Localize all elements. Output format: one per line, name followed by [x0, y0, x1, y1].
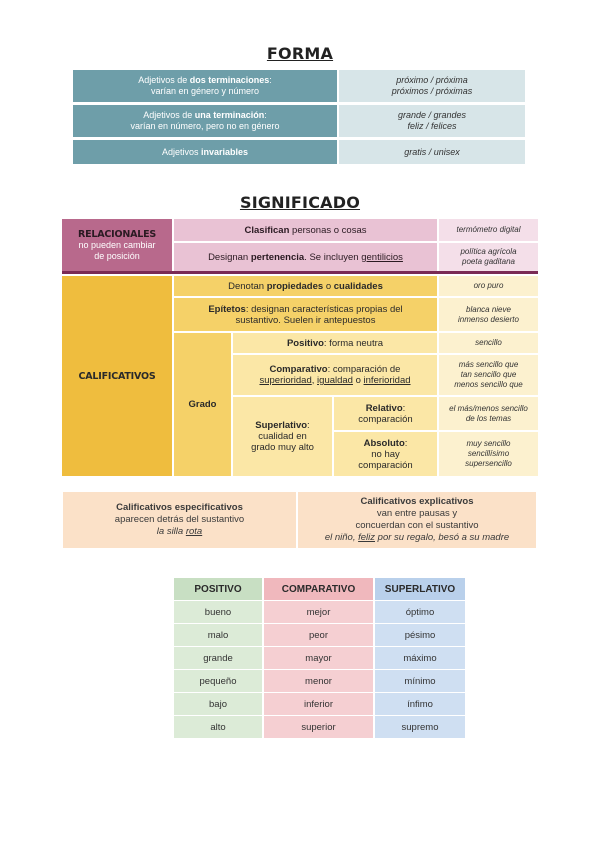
relacionales-header: [62, 219, 172, 271]
text: próximo / próxima: [396, 75, 468, 85]
text: rota: [185, 526, 203, 537]
text: la silla: [156, 526, 186, 537]
text: :: [402, 402, 406, 414]
text: Grado: [188, 399, 217, 410]
text: Designan: [208, 251, 251, 263]
calificativos-denotan-example: [439, 276, 538, 296]
forma-examples-una: [339, 105, 525, 137]
text: no pueden cambiar: [78, 239, 156, 250]
table-header-superlativo: SUPERLATIVO: [375, 578, 465, 600]
grado-comparativo: [233, 355, 437, 395]
text: el más/menos sencillo: [449, 403, 528, 413]
text: propiedades: [266, 280, 324, 292]
table-cell: pésimo: [375, 624, 465, 646]
forma-row-invariables: [73, 140, 337, 164]
text: feliz / felices: [407, 121, 457, 131]
text: tan sencillo que: [460, 370, 517, 379]
grado-positivo: [233, 333, 437, 353]
table-cell: malo: [174, 624, 262, 646]
text: comparación: [358, 459, 413, 471]
table-header-comparativo: COMPARATIVO: [264, 578, 373, 600]
table-cell: inferior: [264, 693, 373, 715]
grado-comparativo-example: [439, 355, 538, 395]
table-cell: bueno: [174, 601, 262, 623]
text: personas o cosas: [289, 224, 367, 236]
text: dos terminaciones: [189, 75, 270, 85]
text: Clasifican: [244, 224, 290, 236]
table-cell: ínfimo: [375, 693, 465, 715]
text: :: [269, 75, 272, 85]
relacionales-clasifican-example: [439, 219, 538, 241]
text: Comparativo: [269, 364, 328, 375]
text: grado muy alto: [251, 442, 314, 453]
text: de posición: [94, 250, 140, 261]
text: Adjetivos de: [143, 110, 195, 120]
superlativo-relativo: [334, 397, 437, 430]
relacionales-pertenencia: [174, 243, 437, 271]
forma-examples-invariables: [339, 140, 525, 164]
text: superioridad: [259, 375, 312, 386]
text: gentilicios: [361, 251, 403, 263]
calificativos-epitetos: [174, 298, 437, 331]
table-cell: superior: [264, 716, 373, 738]
calificativos-epitetos-example: [439, 298, 538, 331]
text: el niño,: [324, 532, 359, 543]
text: oro puro: [473, 281, 504, 290]
text: blanca nieve: [466, 304, 511, 314]
forma-row-una-terminacion: [73, 105, 337, 137]
text: política agrícola: [460, 247, 517, 256]
text: . Se incluyen: [304, 251, 362, 263]
table-cell: grande: [174, 647, 262, 669]
text: sustantivo. Suelen ir antepuestos: [235, 314, 376, 326]
text: invariables: [201, 146, 249, 157]
text: sencillísimo: [467, 449, 510, 458]
text: Absoluto: [363, 437, 405, 449]
table-cell: máximo: [375, 647, 465, 669]
grado-superlativo: [233, 397, 332, 476]
relacionales-pertenencia-example: [439, 243, 538, 271]
text: Adjetivos: [161, 146, 201, 157]
text: próximos / próximas: [391, 86, 473, 96]
text: : designan características propias del: [245, 303, 403, 315]
significado-title: SIGNIFICADO: [239, 193, 361, 212]
table-header-positivo: POSITIVO: [174, 578, 262, 600]
text: aparecen detrás del sustantivo: [114, 514, 245, 525]
table-cell: menor: [264, 670, 373, 692]
text: : forma neutra: [323, 337, 384, 349]
text: RELACIONALES: [77, 228, 157, 240]
table-cell: mínimo: [375, 670, 465, 692]
text: :: [307, 420, 310, 431]
text: varían en número, pero no en género: [130, 121, 280, 131]
especificativos-box: [63, 492, 296, 548]
text: Adjetivos de: [138, 75, 190, 85]
text: Denotan: [228, 280, 267, 292]
table-cell: peor: [264, 624, 373, 646]
grado-label: [174, 333, 231, 476]
table-cell: alto: [174, 716, 262, 738]
text: de los temas: [465, 413, 512, 423]
forma-title: FORMA: [266, 44, 334, 63]
text: o: [352, 375, 364, 386]
text: sencillo: [475, 338, 502, 347]
table-cell: óptimo: [375, 601, 465, 623]
text: ,: [311, 375, 318, 386]
text: cualidad en: [258, 431, 307, 442]
relacionales-clasifican: [174, 219, 437, 241]
text: concuerdan con el sustantivo: [355, 520, 479, 531]
text: termómetro digital: [456, 225, 521, 234]
text: Superlativo: [255, 420, 308, 431]
text: grande / grandes: [397, 110, 467, 120]
text: :: [264, 110, 267, 120]
text: no hay: [371, 448, 400, 460]
grado-positivo-example: [439, 333, 538, 353]
section-divider: [62, 271, 538, 274]
superlativo-absoluto-example: [439, 432, 538, 476]
text: supersencillo: [465, 459, 512, 468]
forma-row-dos-terminaciones: [73, 70, 337, 102]
text: Epítetos: [208, 303, 246, 315]
text: inferioridad: [363, 375, 411, 386]
superlativo-absoluto: [334, 432, 437, 476]
text: Relativo: [365, 402, 403, 414]
text: poeta gaditana: [462, 257, 515, 266]
table-cell: mejor: [264, 601, 373, 623]
text: comparación: [358, 413, 413, 425]
table-cell: mayor: [264, 647, 373, 669]
text: : comparación de: [327, 364, 401, 375]
text: inmenso desierto: [458, 314, 519, 324]
text: feliz: [358, 532, 376, 543]
text: CALIFICATIVOS: [78, 370, 156, 382]
table-cell: pequeño: [174, 670, 262, 692]
text: más sencillo que: [458, 360, 519, 369]
calificativos-header: [62, 276, 172, 476]
text: gratis / unisex: [404, 146, 460, 157]
text: van entre pausas y: [376, 508, 458, 519]
text: pertenencia: [250, 251, 305, 263]
text: cualidades: [333, 280, 383, 292]
text: igualdad: [317, 375, 353, 386]
text: Calificativos explicativos: [360, 496, 474, 507]
text: :: [404, 437, 408, 449]
text: varían en género y número: [150, 86, 260, 96]
text: o: [323, 280, 334, 292]
text: una terminación: [194, 110, 265, 120]
text: Positivo: [286, 337, 324, 349]
text: muy sencillo: [466, 439, 511, 448]
table-cell: supremo: [375, 716, 465, 738]
text: menos sencillo que: [454, 380, 523, 389]
table-cell: bajo: [174, 693, 262, 715]
calificativos-denotan: [174, 276, 437, 296]
superlativo-relativo-example: [439, 397, 538, 430]
explicativos-box: [298, 492, 536, 548]
forma-examples-dos: [339, 70, 525, 102]
text: por su regalo, besó a su madre: [375, 532, 510, 543]
text: Calificativos especificativos: [116, 502, 243, 513]
